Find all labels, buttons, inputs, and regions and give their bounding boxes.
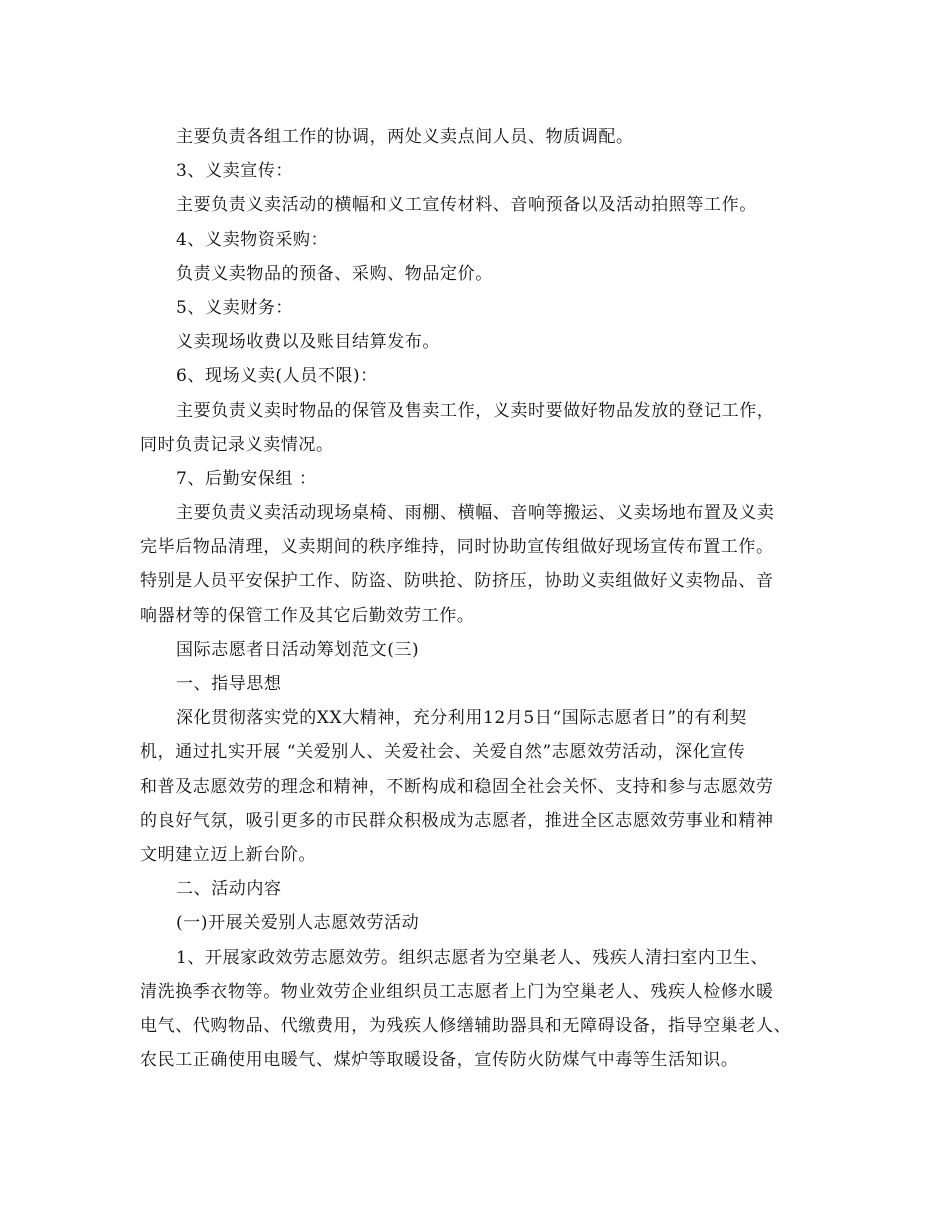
text-line: 6、现场义卖(人员不限)：	[176, 366, 378, 387]
text-line: 机，通过扎实开展 “关爱别人、关爱社会、关爱自然”志愿效劳活动，深化宣传	[140, 742, 746, 763]
text-line: 主要负责义卖活动的横幅和义工宣传材料、音响预备以及活动拍照等工作。	[176, 195, 757, 216]
text-line: 清洗换季衣物等。物业效劳企业组织员工志愿者上门为空巢老人、残疾人检修水暖	[140, 981, 774, 1002]
text-line: 农民工正确使用电暖气、煤炉等取暖设备，宣传防火防煤气中毒等生活知识。	[140, 1050, 739, 1071]
text-line: 4、义卖物资采购：	[176, 229, 329, 250]
text-line: 文明建立迈上新台阶。	[140, 844, 316, 865]
text-line: 同时负责记录义卖情况。	[140, 434, 334, 455]
text-line: 一、指导思想	[176, 674, 282, 694]
text-line: 特别是人员平安保护工作、防盗、防哄抢、防挤压，协助义卖组做好义卖物品、音	[140, 571, 774, 592]
text-line: 主要负责义卖时物品的保管及售卖工作，义卖时要做好物品发放的登记工作，	[176, 400, 775, 421]
text-line: 义卖现场收费以及账目结算发布。	[176, 332, 440, 353]
text-line: 响器材等的保管工作及其它后勤效劳工作。	[140, 605, 475, 626]
text-line: (一)开展关爱别人志愿效劳活动	[176, 913, 420, 934]
document-body	[140, 120, 820, 1077]
text-line: 7、后勤安保组 ：	[176, 468, 317, 489]
text-line: 的良好气氛，吸引更多的市民群众积极成为志愿者，推进全区志愿效劳事业和精神	[140, 810, 774, 831]
text-line: 5、义卖财务：	[176, 297, 294, 318]
text-line: 负责义卖物品的预备、采购、物品定价。	[176, 263, 493, 284]
text-line: 3、义卖宣传：	[176, 161, 294, 182]
text-line: 主要负责义卖活动现场桌椅、雨棚、横幅、音响等搬运、义卖场地布置及义卖	[176, 503, 775, 524]
text-line: 主要负责各组工作的协调，两处义卖点间人员、物质调配。	[176, 127, 634, 147]
text-line: 完毕后物品清理，义卖期间的秩序维持，同时协助宣传组做好现场宣传布置工作。	[140, 537, 774, 558]
text-line: 深化贯彻落实党的XX大精神，充分利用12月5日“国际志愿者日”的有利契	[176, 708, 748, 729]
text-line: 电气、代购物品、代缴费用，为残疾人修缮辅助器具和无障碍设备，指导空巢老人、	[140, 1015, 792, 1036]
text-line: 和普及志愿效劳的理念和精神，不断构成和稳固全社会关怀、支持和参与志愿效劳	[140, 776, 774, 797]
text-line: 1、开展家政效劳志愿效劳。组织志愿者为空巢老人、残疾人清扫室内卫生、	[176, 947, 769, 968]
text-line: 国际志愿者日活动筹划范文(三)	[176, 639, 420, 660]
text-line: 二、活动内容	[176, 879, 282, 900]
